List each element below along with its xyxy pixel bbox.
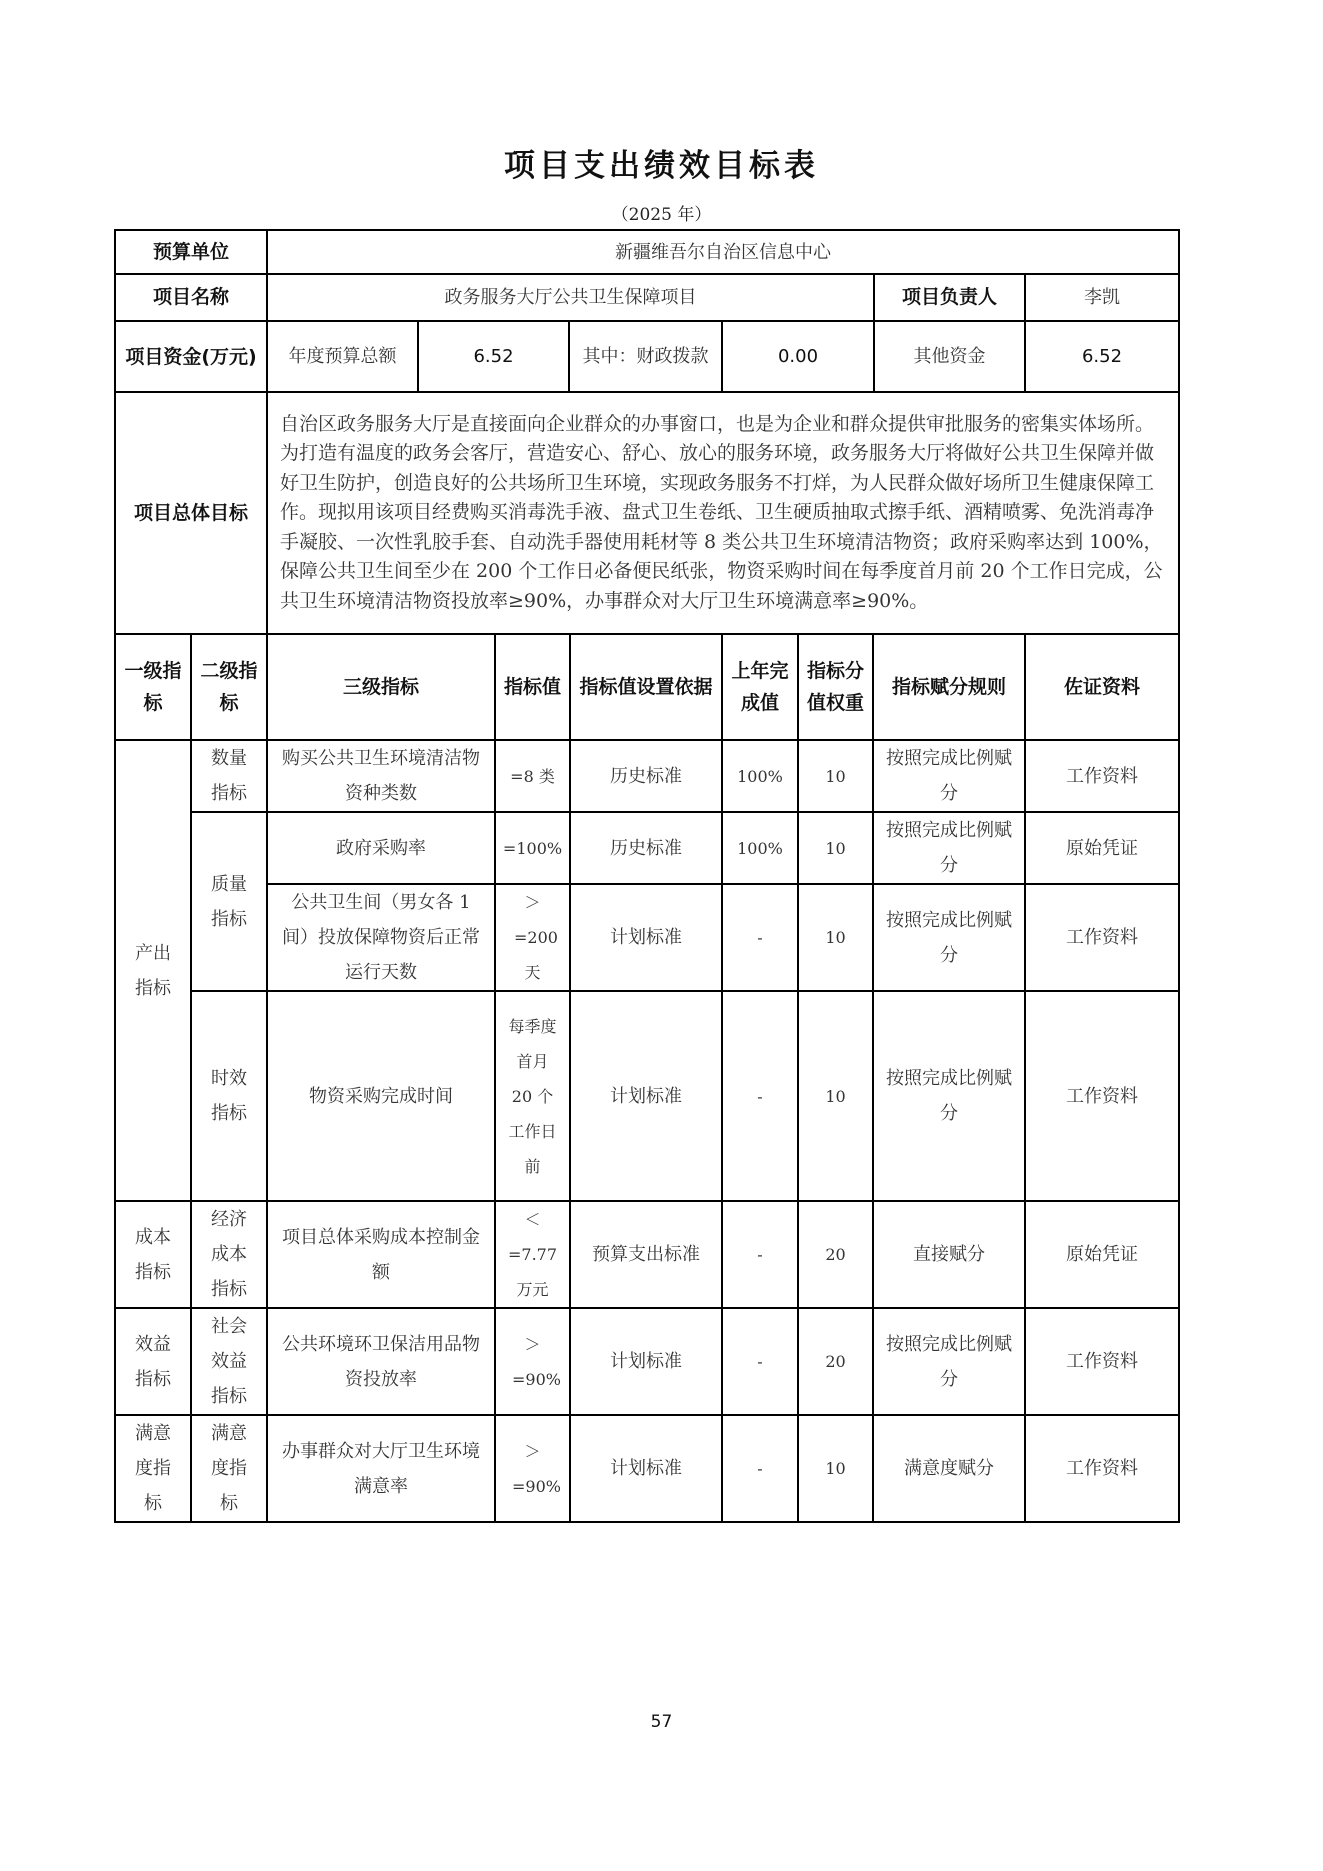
budget-unit-row: [115, 230, 1179, 274]
value-cell: =100%: [495, 812, 570, 884]
level2-cell: 社会效益指标: [191, 1308, 267, 1415]
level2-cell: 数量指标: [191, 740, 267, 812]
table-row: [115, 991, 1179, 1201]
other-funds-label: 其他资金: [874, 321, 1025, 392]
header-level1: 一级指标: [115, 634, 191, 740]
evidence-cell: 工作资料: [1025, 1415, 1179, 1522]
funds-label: 项目资金(万元): [115, 321, 267, 392]
basis-cell: 历史标准: [570, 740, 722, 812]
weight-cell: 10: [798, 1415, 873, 1522]
level1-benefit: 效益指标: [115, 1308, 191, 1415]
budget-unit-value: 新疆维吾尔自治区信息中心: [267, 230, 1179, 274]
fiscal-label: 其中：财政拨款: [569, 321, 722, 392]
objective-row: [115, 392, 1179, 634]
header-weight: 指标分值权重: [798, 634, 873, 740]
weight-cell: 10: [798, 740, 873, 812]
header-value: 指标值: [495, 634, 570, 740]
weight-cell: 10: [798, 884, 873, 991]
funds-row: [115, 321, 1179, 392]
evidence-cell: 工作资料: [1025, 1308, 1179, 1415]
scoring-cell: 直接赋分: [873, 1201, 1025, 1308]
header-basis: 指标值设置依据: [570, 634, 722, 740]
level2-cell: 满意度指标: [191, 1415, 267, 1522]
last-year-cell: -: [722, 1201, 798, 1308]
last-year-cell: -: [722, 991, 798, 1201]
indicator-table: [114, 633, 1180, 1523]
objective-text: 自治区政务服务大厅是直接面向企业群众的办事窗口，也是为企业和群众提供审批服务的密集实体场所。为打造有温度的政务会客厅，营造安心、舒心、放心的服务环境，政务服务大厅将做好公共卫生保障并做好卫生防护，创造良好的公共场所卫生环境，实现政务服务不打烊，为人民群众做好场所卫生健康保障工作。现拟用该项目经费购买消毒洗手液、盘式卫生卷纸、卫生硬质抽取式擦手纸、酒精喷雾、免洗消毒净手凝胶、一次性乳胶手套、自动洗手器使用耗材等 8 类公共卫生环境清洁物资；政府采购率达到 100%，保障公共卫生间至少在 200 个工作日必备便民纸张，物资采购时间在每季度首月前 20 个工作日完成，公共卫生环境清洁物资投放率≥90%，办事群众对大厅卫生环境满意率≥90%。: [267, 392, 1179, 634]
last-year-cell: -: [722, 1308, 798, 1415]
evidence-cell: 工作资料: [1025, 740, 1179, 812]
basis-cell: 计划标准: [570, 1415, 722, 1522]
manager-value: 李凯: [1025, 274, 1179, 321]
level1-cost: 成本指标: [115, 1201, 191, 1308]
header-scoring: 指标赋分规则: [873, 634, 1025, 740]
weight-cell: 20: [798, 1201, 873, 1308]
last-year-cell: -: [722, 884, 798, 991]
value-cell: ＞=200天: [495, 884, 570, 991]
header-level3: 三级指标: [267, 634, 495, 740]
project-name-value: 政务服务大厅公共卫生保障项目: [267, 274, 874, 321]
value-cell: 每季度首月 20 个工作日前: [495, 991, 570, 1201]
table-row: [115, 1415, 1179, 1522]
basis-cell: 计划标准: [570, 884, 722, 991]
page-number: 57: [650, 1712, 673, 1732]
last-year-cell: 100%: [722, 740, 798, 812]
basis-cell: 预算支出标准: [570, 1201, 722, 1308]
year-subtitle: （2025 年）: [611, 205, 712, 225]
indicator-header-row: [115, 634, 1179, 740]
basis-cell: 计划标准: [570, 991, 722, 1201]
scoring-cell: 按照完成比例赋分: [873, 884, 1025, 991]
evidence-cell: 原始凭证: [1025, 1201, 1179, 1308]
budget-unit-label: 预算单位: [115, 230, 267, 274]
value-cell: ＜=7.77万元: [495, 1201, 570, 1308]
header-last-year: 上年完成值: [722, 634, 798, 740]
value-cell: ＞=90%: [495, 1415, 570, 1522]
page-title: 项目支出绩效目标表: [504, 148, 819, 184]
level3-cell: 物资采购完成时间: [267, 991, 495, 1201]
level2-cell: 质量指标: [191, 812, 267, 991]
value-cell: =8 类: [495, 740, 570, 812]
value-cell: ＞=90%: [495, 1308, 570, 1415]
table-row: [115, 740, 1179, 812]
evidence-cell: 原始凭证: [1025, 812, 1179, 884]
table-row: [115, 1308, 1179, 1415]
level2-cell: 经济成本指标: [191, 1201, 267, 1308]
project-name-label: 项目名称: [115, 274, 267, 321]
scoring-cell: 满意度赋分: [873, 1415, 1025, 1522]
scoring-cell: 按照完成比例赋分: [873, 740, 1025, 812]
evidence-cell: 工作资料: [1025, 884, 1179, 991]
level3-cell: 项目总体采购成本控制金额: [267, 1201, 495, 1308]
evidence-cell: 工作资料: [1025, 991, 1179, 1201]
level3-cell: 办事群众对大厅卫生环境满意率: [267, 1415, 495, 1522]
level3-cell: 公共环境环卫保洁用品物资投放率: [267, 1308, 495, 1415]
scoring-cell: 按照完成比例赋分: [873, 991, 1025, 1201]
scoring-cell: 按照完成比例赋分: [873, 812, 1025, 884]
level2-cell: 时效指标: [191, 991, 267, 1201]
basis-cell: 历史标准: [570, 812, 722, 884]
fiscal-value: 0.00: [722, 321, 874, 392]
weight-cell: 10: [798, 991, 873, 1201]
level3-cell: 公共卫生间（男女各 1 间）投放保障物资后正常运行天数: [267, 884, 495, 991]
project-name-row: [115, 274, 1179, 321]
weight-cell: 20: [798, 1308, 873, 1415]
table-row: [115, 1201, 1179, 1308]
basis-cell: 计划标准: [570, 1308, 722, 1415]
other-funds-value: 6.52: [1025, 321, 1179, 392]
level1-satisfaction: 满意度指标: [115, 1415, 191, 1522]
level1-output: 产出指标: [115, 740, 191, 1201]
manager-label: 项目负责人: [874, 274, 1025, 321]
scoring-cell: 按照完成比例赋分: [873, 1308, 1025, 1415]
last-year-cell: -: [722, 1415, 798, 1522]
objective-label: 项目总体目标: [115, 392, 267, 634]
project-info-table: [114, 229, 1180, 635]
weight-cell: 10: [798, 812, 873, 884]
table-row: [115, 884, 1179, 991]
last-year-cell: 100%: [722, 812, 798, 884]
level3-cell: 政府采购率: [267, 812, 495, 884]
header-level2: 二级指标: [191, 634, 267, 740]
table-row: [115, 812, 1179, 884]
annual-budget-value: 6.52: [418, 321, 569, 392]
annual-budget-label: 年度预算总额: [267, 321, 418, 392]
header-evidence: 佐证资料: [1025, 634, 1179, 740]
level3-cell: 购买公共卫生环境清洁物资种类数: [267, 740, 495, 812]
